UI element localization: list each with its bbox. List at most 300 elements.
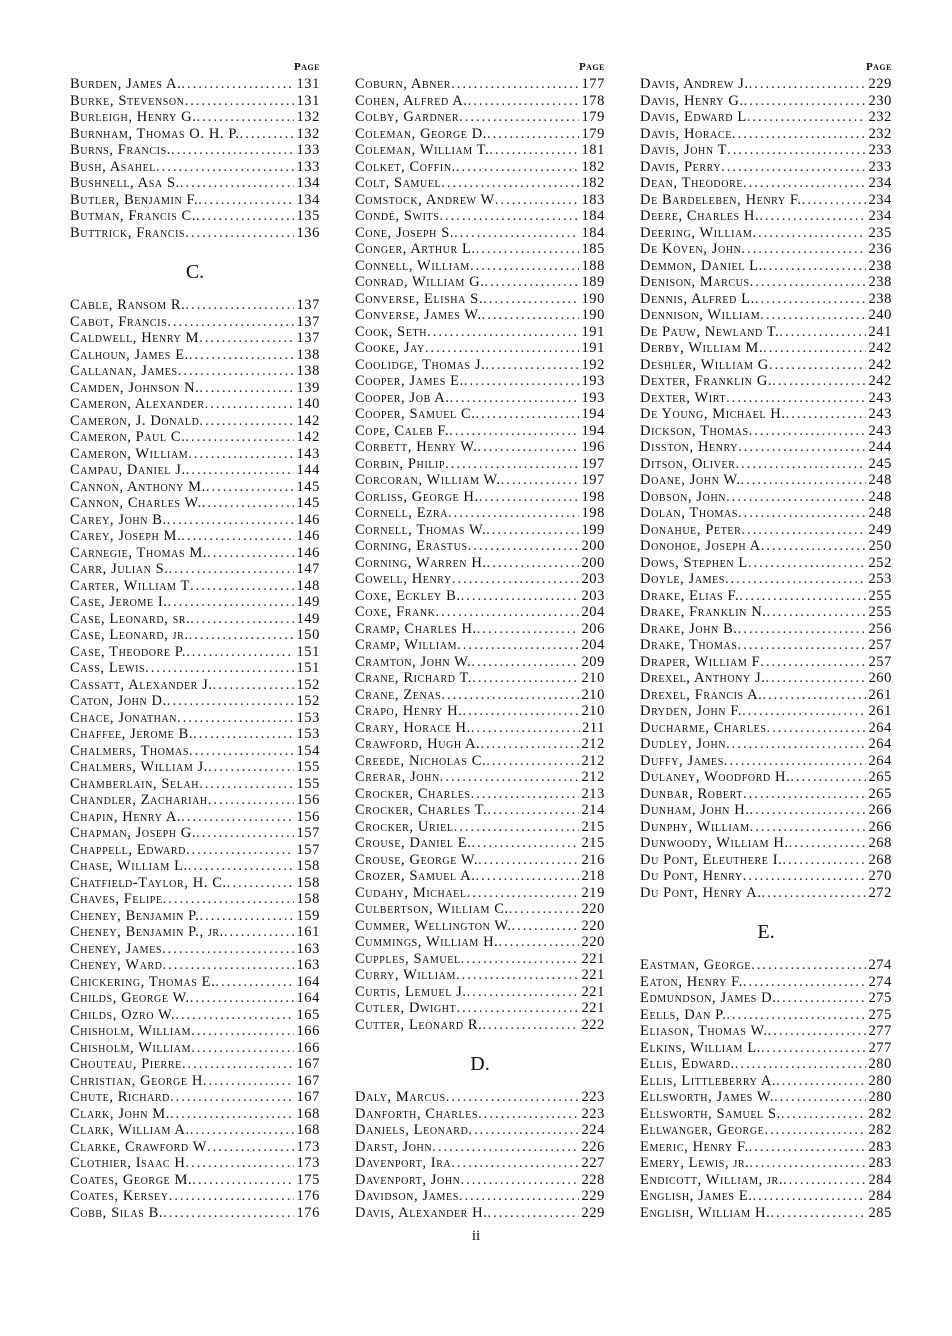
leader-dots (774, 1089, 866, 1106)
entry-name: Cooke, Jay (355, 340, 425, 356)
entry-page-number: 203 (581, 587, 605, 604)
index-entry (355, 406, 605, 423)
entry-page-number: 142 (296, 412, 320, 429)
entry-page-number: 256 (868, 620, 892, 637)
leader-dots (192, 1172, 294, 1189)
index-entry (355, 736, 605, 753)
index-entry (640, 241, 892, 258)
index-entry (355, 1000, 605, 1017)
index-entry (640, 307, 892, 324)
index-entry (355, 439, 605, 456)
entry-name: Cannon, Charles W. (70, 495, 202, 511)
leader-dots (190, 611, 294, 628)
entry-page-number: 179 (581, 125, 605, 142)
entry-name: Corbett, Henry W. (355, 439, 478, 455)
leader-dots (203, 1073, 295, 1090)
index-entry (70, 858, 320, 875)
leader-dots (163, 891, 295, 908)
index-entry (640, 819, 892, 836)
index-entry (640, 1023, 892, 1040)
entry-name: Crouse, Daniel E. (355, 835, 472, 851)
index-entry (355, 604, 605, 621)
entry-name: Cheney, Ward (70, 957, 163, 973)
index-entry (70, 974, 320, 991)
index-entry (355, 489, 605, 506)
leader-dots (772, 373, 866, 390)
entry-name: Chalmers, Thomas (70, 742, 190, 759)
index-entry (640, 126, 892, 143)
entry-page-number: 133 (296, 158, 320, 175)
entry-name: Eliason, Thomas W. (640, 1023, 768, 1039)
entry-name: Case, Leonard, sr. (70, 610, 191, 627)
leader-dots (782, 852, 866, 869)
index-entry (70, 1188, 320, 1205)
index-entry (70, 76, 320, 93)
entry-name: Ditson, Oliver (640, 455, 736, 472)
entry-page-number: 270 (868, 868, 892, 884)
leader-dots (484, 274, 579, 291)
entry-name: Du Pont, Henry A. (640, 884, 762, 901)
entry-page-number: 238 (868, 290, 892, 307)
entry-name: Dunham, John H. (640, 802, 750, 818)
entry-page-number: 257 (868, 653, 892, 670)
index-entry (70, 126, 320, 143)
leader-dots (487, 802, 579, 819)
entry-name: Davis, John T (640, 142, 728, 158)
entry-page-number: 199 (581, 521, 605, 538)
entry-page-number: 210 (581, 670, 605, 686)
index-entry (355, 258, 605, 275)
leader-dots (468, 93, 580, 110)
leader-dots (186, 644, 294, 661)
entry-page-number: 220 (581, 934, 605, 950)
index-entry (70, 1073, 320, 1090)
entry-page-number: 175 (296, 1171, 320, 1188)
index-entry (640, 489, 892, 506)
leader-dots (215, 974, 294, 991)
entry-page-number: 233 (868, 142, 892, 158)
index-entry (640, 522, 892, 539)
entry-name: Cupples, Samuel (355, 950, 461, 967)
index-entry (70, 776, 320, 793)
entry-page-number: 226 (581, 1138, 605, 1155)
entry-name: Daly, Marcus (355, 1089, 446, 1105)
entry-page-number: 166 (296, 1039, 320, 1056)
entry-page-number: 168 (296, 1122, 320, 1138)
index-entry (640, 720, 892, 737)
entry-page-number: 135 (296, 208, 320, 224)
index-entry (70, 297, 320, 314)
entry-name: Daniels, Leonard (355, 1122, 469, 1138)
index-entry (355, 868, 605, 885)
entry-name: Bush, Asahel (70, 158, 157, 175)
entry-name: Crouse, George W. (355, 851, 479, 868)
leader-dots (206, 479, 295, 496)
leader-dots (199, 908, 294, 925)
entry-page-number: 241 (868, 323, 892, 340)
entry-page-number: 151 (296, 660, 320, 676)
leader-dots (760, 654, 866, 671)
leader-dots (761, 1040, 867, 1057)
entry-page-number: 184 (581, 224, 605, 241)
leader-dots (726, 736, 866, 753)
entry-page-number: 192 (581, 356, 605, 373)
entry-name: Cook, Seth (355, 323, 428, 340)
entry-page-number: 285 (868, 1204, 892, 1221)
entry-page-number: 193 (581, 373, 605, 389)
index-entry (355, 340, 605, 357)
entry-page-number: 242 (868, 373, 892, 389)
leader-dots (783, 1172, 866, 1189)
entry-page-number: 232 (868, 109, 892, 125)
index-entry (355, 357, 605, 374)
entry-name: Calhoun, James E. (70, 346, 189, 363)
index-entry (355, 1139, 605, 1156)
entry-name: Dryden, John F. (640, 703, 743, 719)
entry-name: Dean, Theodore (640, 175, 744, 191)
leader-dots (739, 588, 866, 605)
entry-page-number: 134 (296, 175, 320, 191)
entry-name: Childs, Ozro W. (70, 1006, 176, 1023)
entry-page-number: 164 (296, 973, 320, 990)
index-entry (640, 1188, 892, 1205)
index-entry (640, 1122, 892, 1139)
entry-name: Davis, Alexander H. (355, 1204, 488, 1221)
entry-name: Crocker, Uriel (355, 818, 454, 835)
index-entry (70, 462, 320, 479)
entry-page-number: 275 (868, 1006, 892, 1023)
entry-page-number: 191 (581, 323, 605, 340)
index-entry (70, 792, 320, 809)
leader-dots (749, 1155, 866, 1172)
entry-name: Butler, Benjamin F. (70, 191, 199, 208)
leader-dots (169, 561, 295, 578)
index-entry (640, 1040, 892, 1057)
entry-page-number: 261 (868, 686, 892, 703)
entry-name: Davis, Henry G. (640, 92, 744, 109)
entry-page-number: 248 (868, 472, 892, 488)
entry-name: Cameron, Paul C. (70, 429, 186, 445)
index-entry (355, 1172, 605, 1189)
leader-dots (445, 456, 579, 473)
index-entry (640, 258, 892, 275)
entry-name: Cheney, Benjamin P., jr. (70, 924, 224, 940)
entry-page-number: 220 (581, 901, 605, 917)
index-entry (640, 505, 892, 522)
entry-name: Chappell, Edward (70, 841, 186, 858)
leader-dots (738, 439, 866, 456)
entry-page-number: 190 (581, 307, 605, 323)
leader-dots (177, 710, 294, 727)
index-entry (640, 990, 892, 1007)
leader-dots (456, 1000, 579, 1017)
index-entry (70, 1007, 320, 1024)
index-entry (640, 324, 892, 341)
entry-name: Cameron, J. Donald (70, 412, 200, 429)
leader-dots (732, 126, 867, 143)
entry-page-number: 167 (296, 1089, 320, 1105)
index-entry (640, 588, 892, 605)
entry-page-number: 268 (868, 851, 892, 868)
index-entry (70, 314, 320, 331)
leader-dots (744, 93, 867, 110)
entry-page-number: 179 (581, 109, 605, 125)
index-entry (640, 159, 892, 176)
leader-dots (456, 159, 580, 176)
index-entry (355, 324, 605, 341)
entry-page-number: 158 (296, 891, 320, 907)
entry-page-number: 255 (868, 587, 892, 604)
entry-page-number: 284 (868, 1188, 892, 1204)
index-entry (355, 1017, 605, 1034)
entry-page-number: 266 (868, 818, 892, 835)
index-entry (70, 578, 320, 595)
index-entry (640, 885, 892, 902)
leader-dots (748, 555, 867, 572)
index-entry (70, 644, 320, 661)
entry-page-number: 284 (868, 1171, 892, 1188)
leader-dots (747, 109, 867, 126)
entry-name: Drake, Franklin N. (640, 604, 767, 620)
entry-page-number: 176 (296, 1204, 320, 1221)
leader-dots (205, 396, 295, 413)
entry-page-number: 275 (868, 990, 892, 1006)
entry-page-number: 244 (868, 439, 892, 455)
index-entry (355, 274, 605, 291)
leader-dots (199, 776, 294, 793)
index-entry (355, 720, 605, 737)
index-entry (70, 1172, 320, 1189)
index-entry (640, 192, 892, 209)
index-entry (70, 396, 320, 413)
leader-dots (196, 825, 294, 842)
section-letter-heading: C. (185, 261, 205, 283)
leader-dots (460, 1172, 579, 1189)
leader-dots (459, 1188, 580, 1205)
entry-page-number: 137 (296, 330, 320, 346)
leader-dots (738, 621, 867, 638)
index-entry (355, 208, 605, 225)
leader-dots (441, 175, 579, 192)
leader-dots (478, 1106, 579, 1123)
entry-page-number: 143 (296, 445, 320, 462)
leader-dots (185, 297, 294, 314)
entry-page-number: 167 (296, 1072, 320, 1089)
leader-dots (487, 1205, 579, 1222)
entry-name: Davis, Perry (640, 158, 722, 175)
entry-page-number: 145 (296, 495, 320, 511)
entry-name: Cheney, Benjamin P. (70, 907, 200, 924)
entry-name: Chandler, Zachariah (70, 792, 208, 808)
entry-name: De Young, Michael H. (640, 406, 786, 422)
page-column-header: Page (293, 61, 320, 73)
leader-dots (180, 175, 295, 192)
leader-dots (451, 76, 579, 93)
entry-name: Clark, John M. (70, 1105, 170, 1122)
index-entry (70, 159, 320, 176)
entry-page-number: 282 (868, 1122, 892, 1138)
index-entry (640, 142, 892, 159)
leader-dots (425, 340, 580, 357)
entry-name: Du Pont, Eleuthere I. (640, 851, 783, 868)
index-entry (640, 225, 892, 242)
leader-dots (760, 307, 866, 324)
leader-dots (750, 819, 867, 836)
entry-name: Coates, Kersey (70, 1188, 169, 1204)
entry-name: Ducharme, Charles (640, 719, 767, 736)
index-entry (70, 545, 320, 562)
leader-dots (759, 208, 866, 225)
entry-page-number: 158 (296, 858, 320, 874)
leader-dots (169, 1188, 295, 1205)
leader-dots (776, 1073, 866, 1090)
index-entry (70, 957, 320, 974)
entry-page-number: 157 (296, 825, 320, 841)
leader-dots (721, 159, 866, 176)
entry-name: Cornell, Ezra (355, 505, 449, 521)
index-entry (640, 1155, 892, 1172)
entry-name: Carter, William T (70, 577, 190, 594)
leader-dots (202, 495, 295, 512)
entry-page-number: 243 (868, 406, 892, 422)
entry-name: Clothier, Isaac H (70, 1155, 186, 1171)
entry-name: Dunbar, Robert (640, 785, 743, 802)
entry-name: Drexel, Francis A. (640, 686, 763, 703)
entry-page-number: 283 (868, 1155, 892, 1171)
leader-dots (741, 522, 866, 539)
index-entry (355, 621, 605, 638)
entry-page-number: 197 (581, 472, 605, 488)
index-entry (355, 1188, 605, 1205)
entry-page-number: 137 (296, 313, 320, 330)
entry-page-number: 274 (868, 973, 892, 990)
entry-name: Caldwell, Henry M (70, 330, 200, 346)
leader-dots (468, 1122, 579, 1139)
entry-page-number: 132 (296, 125, 320, 142)
leader-dots (471, 786, 580, 803)
index-entry (355, 142, 605, 159)
index-entry (70, 446, 320, 463)
leader-dots (749, 1139, 867, 1156)
entry-name: Colket, Coffin. (355, 158, 456, 175)
entry-name: Dennison, William (640, 307, 761, 323)
index-entry (70, 380, 320, 397)
index-entry (355, 654, 605, 671)
leader-dots (208, 759, 294, 776)
leader-dots (501, 472, 580, 489)
page-column-header: Page (865, 61, 892, 73)
entry-name: Cramp, William (355, 637, 458, 653)
entry-page-number: 138 (296, 346, 320, 363)
index-entry (70, 743, 320, 760)
leader-dots (452, 571, 580, 588)
entry-page-number: 132 (296, 109, 320, 125)
entry-name: Drake, Elias F. (640, 587, 740, 604)
leader-dots (755, 291, 867, 308)
entry-name: Cameron, William (70, 445, 189, 462)
entry-page-number: 140 (296, 396, 320, 412)
entry-page-number: 200 (581, 538, 605, 554)
leader-dots (486, 522, 579, 539)
leader-dots (240, 126, 295, 143)
index-entry (640, 1205, 892, 1222)
leader-dots (761, 885, 866, 902)
entry-name: Connell, William (355, 257, 470, 274)
entry-name: Corcoran, William W. (355, 472, 501, 488)
index-entry (355, 291, 605, 308)
entry-page-number: 221 (581, 967, 605, 983)
index-entry (640, 957, 892, 974)
entry-page-number: 131 (296, 92, 320, 109)
entry-name: Deere, Charles H. (640, 208, 760, 224)
entry-name: Coxe, Eckley B. (355, 587, 461, 604)
entry-name: Duffy, James (640, 752, 724, 769)
entry-page-number: 250 (868, 538, 892, 554)
entry-name: Conrad, William G. (355, 274, 485, 290)
leader-dots (185, 429, 294, 446)
leader-dots (468, 538, 580, 555)
entry-page-number: 185 (581, 241, 605, 257)
leader-dots (461, 951, 580, 968)
index-entry (640, 390, 892, 407)
entry-page-number: 182 (581, 175, 605, 191)
index-entry (70, 93, 320, 110)
index-entry (70, 924, 320, 941)
entry-name: Coolidge, Thomas J. (355, 356, 486, 373)
index-entry (355, 951, 605, 968)
leader-dots (726, 489, 866, 506)
entry-page-number: 234 (868, 175, 892, 191)
entry-page-number: 163 (296, 940, 320, 957)
leader-dots (188, 858, 295, 875)
entry-name: Crary, Horace H. (355, 719, 471, 736)
index-entry (355, 819, 605, 836)
entry-name: Danforth, Charles (355, 1105, 479, 1122)
entry-name: Chapin, Henry A. (70, 808, 182, 825)
index-entry (70, 809, 320, 826)
entry-page-number: 173 (296, 1138, 320, 1155)
index-entry (355, 109, 605, 126)
entry-page-number: 224 (581, 1122, 605, 1138)
entry-name: Chatfield-Taylor, H. C. (70, 874, 227, 891)
entry-name: Corning, Erastus (355, 538, 468, 554)
entry-name: Burns, Francis. (70, 142, 171, 158)
entry-name: Childs, George W. (70, 990, 190, 1006)
entry-name: Cheney, James (70, 940, 163, 957)
leader-dots (781, 1106, 867, 1123)
leader-dots (750, 274, 867, 291)
entry-name: Buttrick, Francis (70, 224, 186, 241)
index-entry (355, 967, 605, 984)
index-entry (355, 1155, 605, 1172)
entry-page-number: 220 (581, 917, 605, 934)
index-entry (640, 1106, 892, 1123)
index-entry (70, 363, 320, 380)
entry-name: Butman, Francis C. (70, 208, 197, 224)
leader-dots (762, 687, 866, 704)
entry-page-number: 228 (581, 1171, 605, 1188)
index-entry (355, 175, 605, 192)
entry-name: Donohoe, Joseph A (640, 538, 761, 554)
index-entry (355, 1089, 605, 1106)
entry-name: Chisholm, William (70, 1039, 192, 1056)
index-entry (640, 538, 892, 555)
index-entry (355, 769, 605, 786)
index-entry (355, 918, 605, 935)
entry-page-number: 233 (868, 158, 892, 175)
index-entry (640, 340, 892, 357)
entry-name: Chalmers, William J. (70, 759, 209, 775)
